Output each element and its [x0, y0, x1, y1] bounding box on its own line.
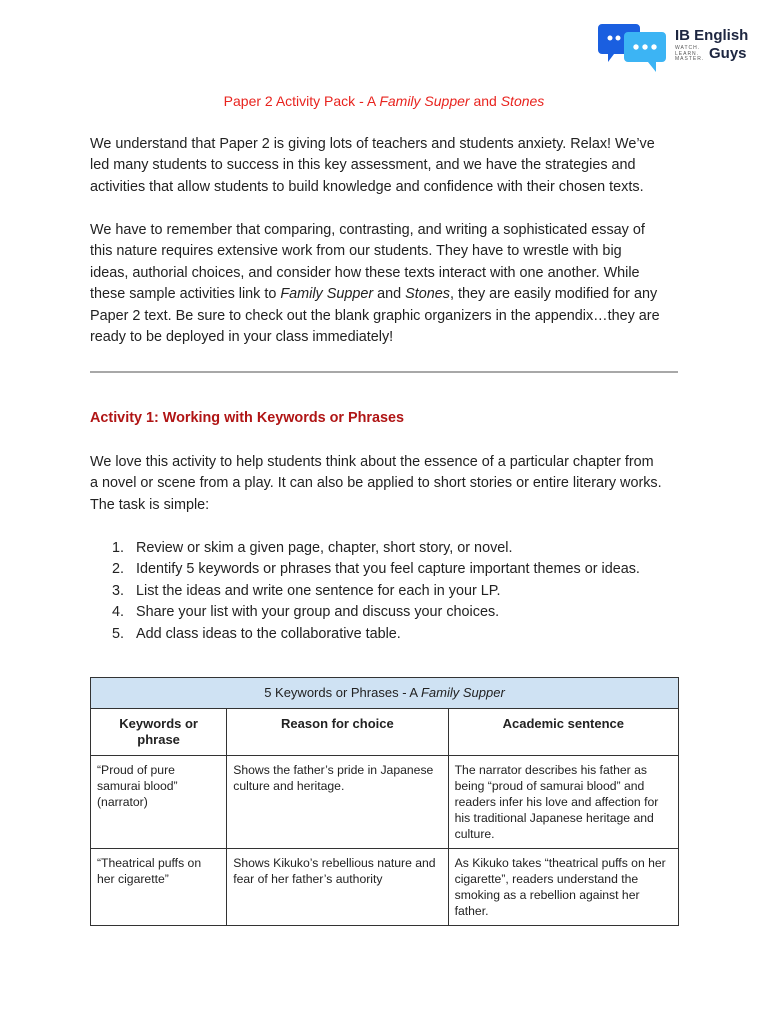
list-item: 4. Share your list with your group and discuss your choices.: [112, 604, 500, 621]
chat-bubbles-icon: [598, 22, 670, 74]
column-header: Reason for choice: [227, 709, 448, 756]
table-row: [91, 849, 679, 926]
activity-steps-list: [90, 538, 640, 645]
logo-line1: IB English: [675, 27, 749, 44]
column-header: Keywords or phrase: [91, 709, 227, 756]
intro-paragraph-1: We understand that Paper 2 is giving lots of teachers and students anxiety. Relax! We’ve led many students to success in this key assessment, and we have the strategies and activities that allow students to build knowledge and confidence with their chosen texts.: [90, 136, 655, 195]
table-cell: The narrator describes his father as being “proud of samurai blood” and readers infer his love and affection for his traditional Japanese heritage and culture.: [448, 756, 678, 849]
page-title: Paper 2 Activity Pack - A Family Supper and Stones: [223, 93, 545, 109]
list-item: 1. Review or skim a given page, chapter, short story, or novel.: [112, 540, 513, 556]
table-header-row: [91, 709, 679, 756]
table-cell: “Theatrical puffs on her cigarette”: [91, 849, 227, 926]
column-header: Academic sentence: [448, 709, 678, 756]
ib-english-guys-logo: [598, 22, 753, 74]
logo-line2: Guys: [709, 45, 747, 62]
list-item: 5. Add class ideas to the collaborative table.: [112, 625, 401, 642]
activity-1-intro: We love this activity to help students think about the essence of a particular chapter from a novel or scene from a play. It can also be applied to short stories or entire literary works. The task is simple:: [90, 454, 662, 513]
list-item: 2. Identify 5 keywords or phrases that you feel capture important themes or ideas.: [112, 561, 640, 578]
table-row: [91, 756, 679, 849]
table-cell: As Kikuko takes “theatrical puffs on her cigarette”, readers understand the smoking as a rebellion against her father.: [448, 849, 678, 926]
list-item: 3. List the ideas and write one sentence for each in your LP.: [112, 582, 501, 599]
table-cell: Shows Kikuko’s rebellious nature and fear of her father’s authority: [227, 849, 448, 926]
logo-tagline: WATCH. LEARN. MASTER.: [675, 45, 705, 62]
table-cell: Shows the father’s pride in Japanese culture and heritage.: [227, 756, 448, 849]
table-cell: “Proud of pure samurai blood” (narrator): [91, 756, 227, 849]
section-divider: [90, 371, 678, 373]
intro-paragraph-2: We have to remember that comparing, contrasting, and writing a sophisticated essay of this nature requires extensive work from our students. They have to wrestle with big ideas, authorial choices, and consider how these texts interact with one another. While these sample activities link to Family Supper and Stones, they are easily modified for any Paper 2 text. Be sure to check out the blank graphic organizers in the appendix…they are ready to be deployed in your class immediately!: [90, 222, 660, 345]
activity-1-heading: Activity 1: Working with Keywords or Phrases: [90, 410, 405, 426]
table-caption: 5 Keywords or Phrases - A Family Supper: [91, 678, 679, 709]
keywords-table: [90, 677, 679, 926]
